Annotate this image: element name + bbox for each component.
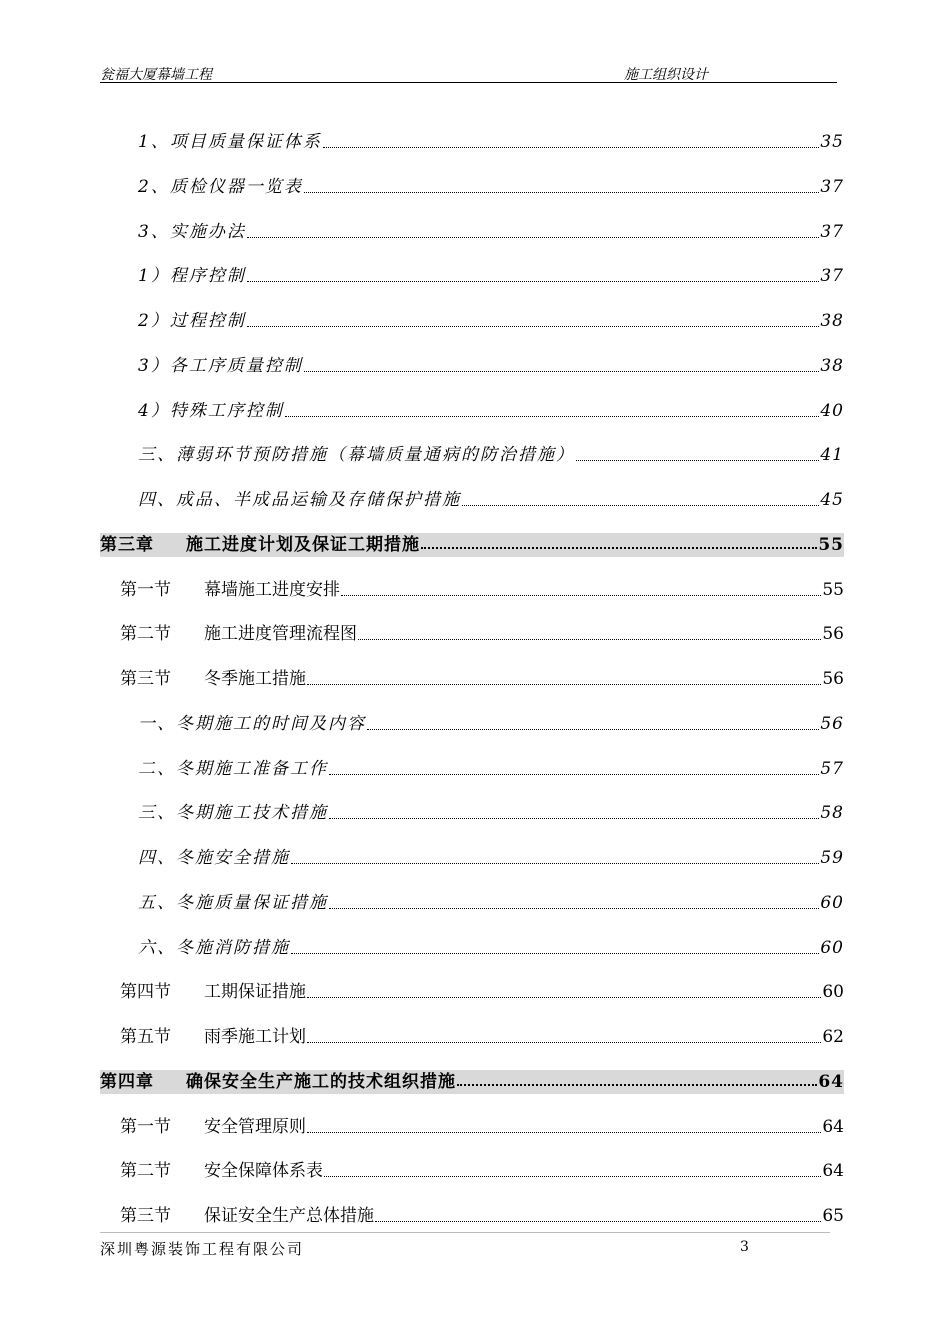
toc-entry-title: 3、实施办法	[138, 221, 246, 242]
toc-entry-label	[120, 978, 306, 1006]
toc-entry-label	[138, 844, 290, 872]
toc-entry-label	[120, 620, 357, 648]
toc-entry-page: 65	[822, 1206, 844, 1226]
toc-entry-label	[138, 799, 328, 827]
toc-dot-leader	[421, 546, 817, 549]
toc-entry-page: 60	[820, 892, 844, 913]
toc-entry-label	[120, 1157, 323, 1185]
toc-dot-leader	[457, 1083, 817, 1086]
toc-subsection-entry[interactable]	[138, 934, 844, 962]
toc-entry-title: 四、冬施安全措施	[138, 848, 290, 868]
toc-entry-page: 64	[822, 1161, 844, 1182]
header-project-title: 瓮福大厦幕墙工程	[100, 67, 212, 83]
toc-entry-page: 58	[820, 803, 844, 824]
toc-section-entry[interactable]	[120, 1202, 844, 1230]
toc-entry-page: 40	[820, 400, 844, 421]
toc-dot-leader	[247, 280, 820, 282]
toc-entry-page: 59	[820, 848, 844, 868]
header-document-title: 施工组织设计	[624, 67, 708, 83]
toc-entry-page: 64	[818, 1071, 844, 1092]
page-header	[100, 62, 837, 83]
toc-dot-leader	[304, 191, 820, 193]
toc-subsection-entry[interactable]	[138, 397, 844, 425]
toc-entry-page: 60	[820, 937, 844, 958]
toc-entry-title: 安全管理原则	[204, 1116, 306, 1137]
toc-entry-title: 4）特殊工序控制	[138, 400, 284, 421]
toc-entry-title: 保证安全生产总体措施	[204, 1206, 374, 1226]
toc-entry-page: 37	[820, 266, 844, 287]
toc-entry-page: 55	[818, 534, 844, 555]
toc-entry-label	[120, 1023, 306, 1051]
toc-entry-page: 35	[820, 132, 844, 152]
toc-entry-title: 一、冬期施工的时间及内容	[138, 713, 366, 734]
toc-entry-title: 冬季施工措施	[204, 669, 306, 689]
toc-dot-leader	[307, 1041, 821, 1043]
toc-entry-page: 62	[822, 1027, 844, 1047]
toc-entry-title: 确保安全生产施工的技术组织措施	[186, 1071, 456, 1092]
toc-entry-prefix: 第一节	[120, 579, 171, 600]
toc-subsection-entry[interactable]	[138, 486, 844, 514]
toc-entry-prefix: 第三节	[120, 669, 171, 689]
toc-entry-page: 56	[822, 669, 844, 689]
toc-subsection-entry[interactable]	[138, 889, 844, 917]
toc-entry-label	[138, 397, 284, 425]
toc-subsection-entry[interactable]	[138, 307, 844, 335]
page-footer	[100, 1232, 830, 1258]
toc-entry-label	[120, 1113, 306, 1141]
toc-entry-label	[138, 486, 461, 514]
toc-entry-prefix: 第三章	[100, 534, 154, 555]
toc-entry-title: 3）各工序质量控制	[138, 355, 303, 376]
toc-entry-page: 56	[822, 624, 844, 645]
toc-section-entry[interactable]	[120, 620, 844, 648]
toc-dot-leader	[576, 459, 819, 461]
toc-dot-leader	[307, 1131, 821, 1133]
toc-entry-title: 1、项目质量保证体系	[138, 132, 322, 152]
toc-entry-label	[138, 710, 366, 738]
toc-entry-page: 38	[820, 311, 844, 331]
toc-entry-page: 45	[820, 490, 844, 510]
toc-entry-title: 施工进度计划及保证工期措施	[186, 534, 420, 555]
toc-section-entry[interactable]	[120, 978, 844, 1006]
toc-entry-page: 37	[820, 176, 844, 197]
footer-page-number: 3	[740, 1239, 749, 1255]
toc-subsection-entry[interactable]	[138, 799, 844, 827]
toc-dot-leader	[329, 773, 819, 775]
toc-dot-leader	[341, 594, 821, 596]
toc-entry-prefix: 第二节	[120, 1161, 171, 1182]
toc-subsection-entry[interactable]	[138, 441, 844, 469]
toc-subsection-entry[interactable]	[138, 262, 844, 290]
footer-company-name: 深圳粤源装饰工程有限公司	[100, 1240, 305, 1258]
toc-subsection-entry[interactable]	[138, 128, 844, 156]
toc-subsection-entry[interactable]	[138, 755, 844, 783]
toc-entry-label	[100, 533, 420, 557]
toc-dot-leader	[307, 996, 821, 998]
toc-entry-page: 56	[820, 713, 844, 734]
toc-entry-label	[120, 576, 340, 604]
toc-subsection-entry[interactable]	[138, 844, 844, 872]
toc-entry-title: 幕墙施工进度安排	[204, 579, 340, 600]
toc-entry-label	[120, 1202, 374, 1230]
toc-entry-title: 1）程序控制	[138, 266, 246, 287]
toc-entry-label	[138, 352, 303, 380]
toc-dot-leader	[462, 504, 819, 506]
toc-entry-title: 三、冬期施工技术措施	[138, 803, 328, 824]
toc-entry-label	[138, 934, 290, 962]
toc-dot-leader	[291, 862, 819, 864]
toc-entry-prefix: 第三节	[120, 1206, 171, 1226]
toc-entry-title: 四、成品、半成品运输及存储保护措施	[138, 490, 461, 510]
toc-entry-title: 施工进度管理流程图	[204, 624, 357, 645]
toc-entry-title: 六、冬施消防措施	[138, 937, 290, 958]
toc-section-entry[interactable]	[120, 1113, 844, 1141]
toc-dot-leader	[367, 728, 819, 730]
toc-entry-label	[138, 262, 246, 290]
toc-entry-label	[100, 1070, 456, 1094]
toc-section-entry[interactable]	[120, 1157, 844, 1185]
toc-entry-label	[138, 755, 328, 783]
toc-entry-page: 55	[822, 579, 844, 600]
toc-section-entry[interactable]	[120, 1023, 844, 1051]
toc-subsection-entry[interactable]	[138, 218, 844, 246]
toc-entry-label	[138, 173, 303, 201]
toc-entry-title: 三、薄弱环节预防措施（幕墙质量通病的防治措施）	[138, 445, 575, 466]
toc-entry-label	[120, 665, 306, 693]
toc-dot-leader	[324, 1175, 821, 1177]
toc-entry-page: 41	[820, 445, 844, 466]
toc-entry-page: 37	[820, 221, 844, 242]
toc-dot-leader	[358, 638, 821, 640]
toc-dot-leader	[304, 370, 820, 372]
toc-entry-title: 二、冬期施工准备工作	[138, 758, 328, 779]
toc-chapter-entry[interactable]	[100, 533, 844, 557]
toc-entry-label	[138, 889, 328, 917]
toc-dot-leader	[285, 415, 820, 417]
toc-dot-leader	[247, 236, 820, 238]
toc-subsection-entry[interactable]	[138, 352, 844, 380]
toc-entry-title: 安全保障体系表	[204, 1161, 323, 1182]
toc-dot-leader	[307, 683, 821, 685]
toc-chapter-entry[interactable]	[100, 1070, 844, 1094]
toc-entry-label	[138, 218, 246, 246]
toc-section-entry[interactable]	[120, 665, 844, 693]
toc-dot-leader	[329, 907, 819, 909]
toc-entry-label	[138, 307, 246, 335]
toc-subsection-entry[interactable]	[138, 173, 844, 201]
toc-entry-title: 2）过程控制	[138, 311, 246, 331]
toc-dot-leader	[323, 146, 820, 148]
toc-entry-page: 60	[822, 982, 844, 1003]
toc-entry-title: 工期保证措施	[204, 982, 306, 1003]
toc-dot-leader	[247, 325, 820, 327]
toc-section-entry[interactable]	[120, 576, 844, 604]
toc-dot-leader	[291, 952, 819, 954]
toc-entry-prefix: 第一节	[120, 1116, 171, 1137]
toc-entry-title: 2、质检仪器一览表	[138, 176, 303, 197]
toc-entry-page: 38	[820, 355, 844, 376]
toc-dot-leader	[375, 1220, 821, 1222]
toc-entry-page: 64	[822, 1116, 844, 1137]
toc-entry-prefix: 第五节	[120, 1027, 171, 1047]
toc-dot-leader	[329, 817, 819, 819]
toc-subsection-entry[interactable]	[138, 710, 844, 738]
toc-entry-title: 雨季施工计划	[204, 1027, 306, 1047]
toc-entry-label	[138, 441, 575, 469]
toc-entry-title: 五、冬施质量保证措施	[138, 892, 328, 913]
toc-entry-label	[138, 128, 322, 156]
toc-entry-prefix: 第四节	[120, 982, 171, 1003]
toc-entry-page: 57	[820, 758, 844, 779]
toc-entry-prefix: 第四章	[100, 1071, 154, 1092]
toc-entry-prefix: 第二节	[120, 624, 171, 645]
